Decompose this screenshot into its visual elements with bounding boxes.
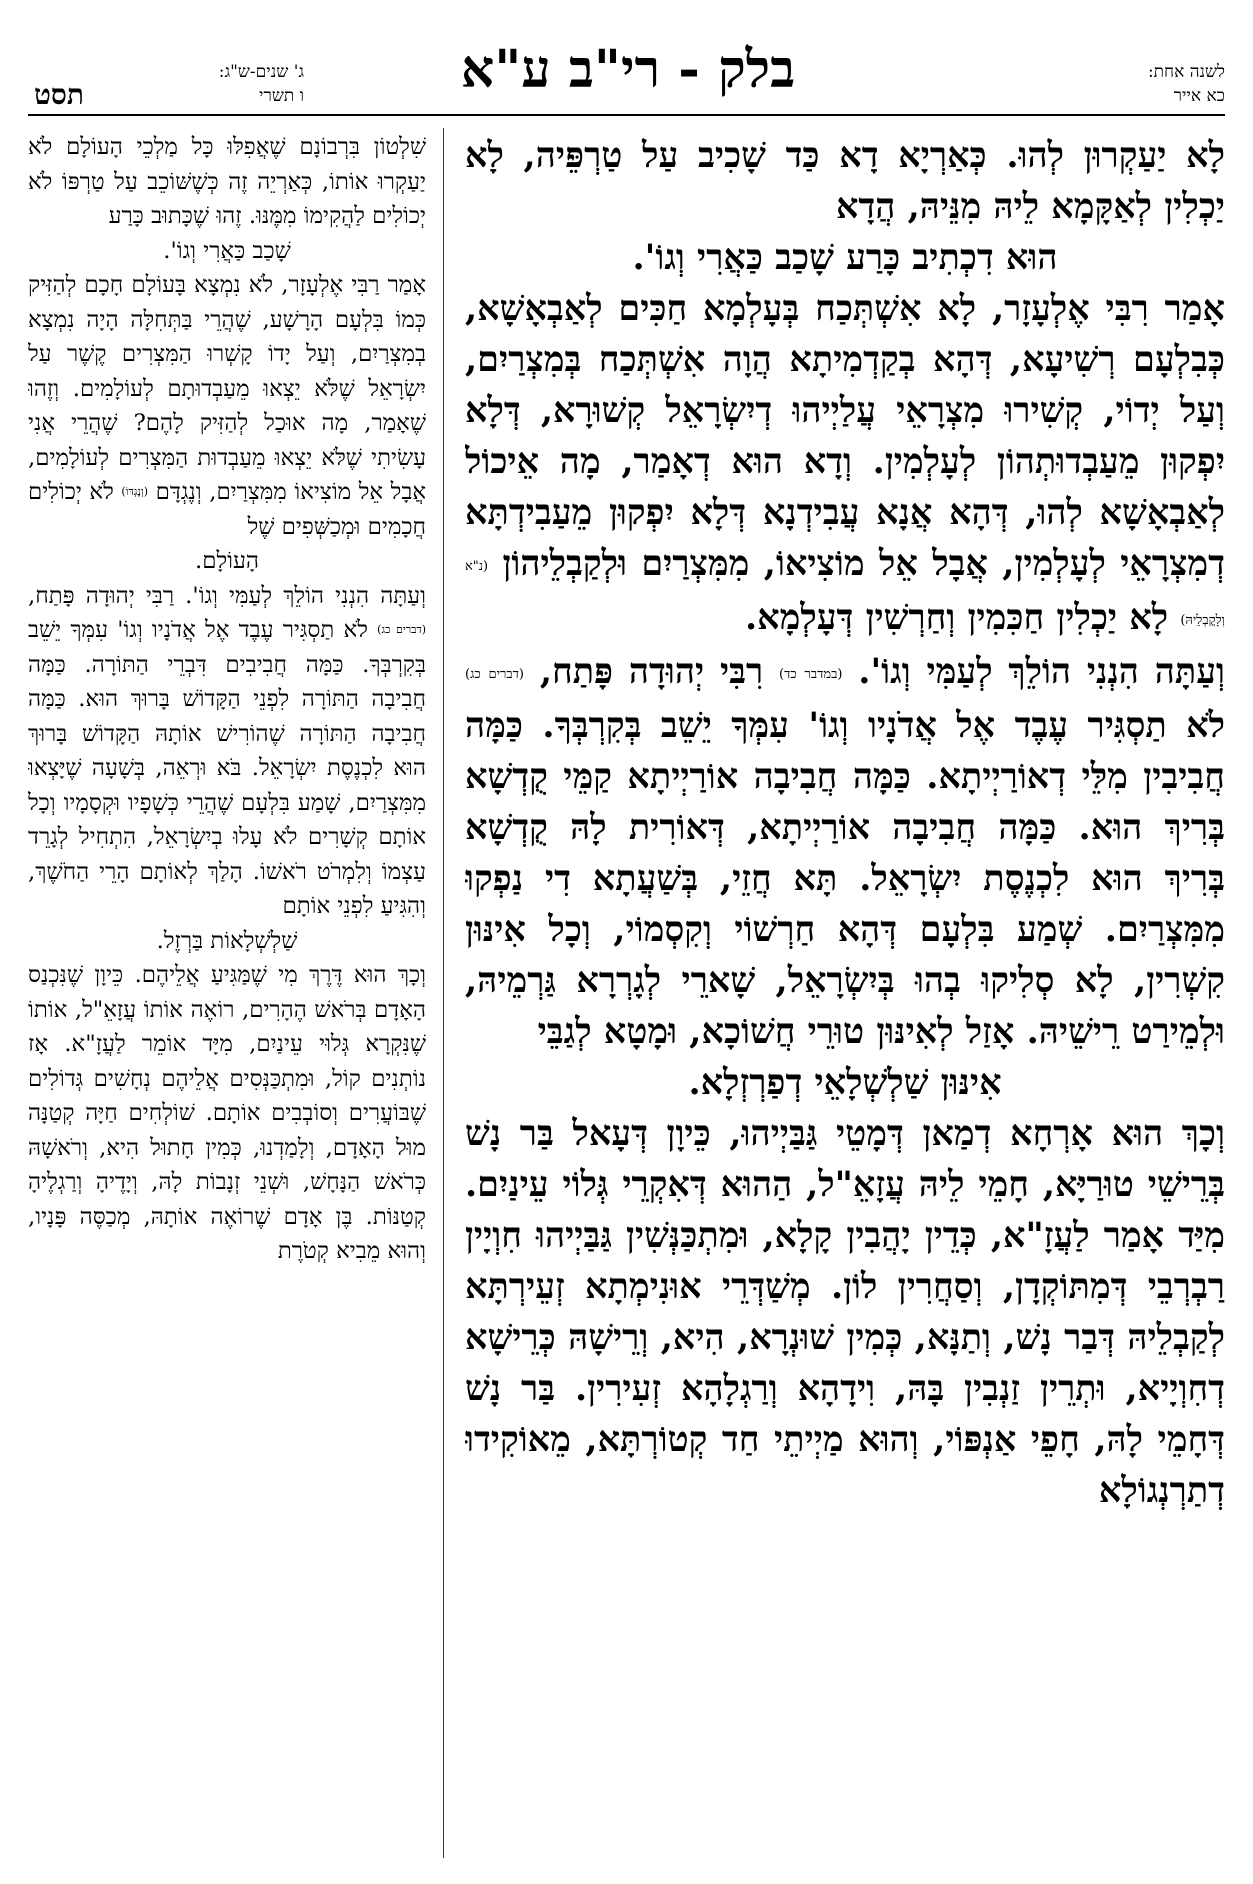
main-paragraph-3-end: אִינּוּן שַׁלְשְׁלָאֵי דְפַרְזְלָא.: [688, 1062, 1002, 1103]
main-column-aramaic: [465, 130, 1225, 1860]
daily-schedule-three-years: [124, 60, 304, 108]
side-paragraph-4: וְכָךְ הוּא דֶּרֶךְ מִי שֶׁמַּגִּיעַ אֲלֵיהֶם. כֵּיוָן שֶׁנִּכְנַס הָאָדָם בְּרֹאשׁ הֶהָרִים, רוֹאֶה אוֹתוֹ עֲזָאֵ"ל, אוֹתוֹ שֶׁנִּקְרָא גְּלוּי עֵינַיִם, מִיָּד אוֹמֵר לַעֲזָ"א. אָז נוֹתְנִים קוֹל, וּמִתְכַּנְּסִים אֲלֵיהֶם נְחָשִׁים גְּדוֹלִים שֶׁבּוֹעֲרִים וְסוֹבְבִים אוֹתָם. שׁוֹלְחִים חַיָּה קְטַנָּה מוּל הָאָדָם, וְלָמַדְנוּ, כְּמִין חָתוּל הִיא, וְרֹאשָׁהּ כְּרֹאשׁ הַנָּחָשׁ, וּשְׁנֵי זְנָבוֹת לָהּ, וְיָדֶיהָ וְרַגְלֶיהָ קְטַנּוֹת. בֶּן אָדָם שֶׁרוֹאֶה אוֹתָהּ, מְכַסֶּה פָּנָיו, וְהוּא מֵבִיא קְטֹרֶת: [28, 962, 426, 1264]
main-paragraph-1: לָא יַעַקְרוּן לְהוּ. כְּאַרְיָא דָא כַּד שָׁכִיב עַל טַרְפֵּיה, לָא יַכְלִין לְאַקָּמָא לֵיהּ מִנֵּיהּ, הֲדָא: [465, 135, 1225, 227]
page-number: תסט: [34, 78, 84, 111]
page: [28, 18, 1225, 1866]
schedule-three-years-label: ג' שנים-ש"ג:: [218, 62, 304, 82]
side-column-translation: [28, 130, 426, 1860]
source-reference: (דברים כג): [465, 667, 524, 682]
source-reference: (במדבר כד): [779, 667, 843, 682]
main-paragraph-2: אָמַר רִבִּי אֶלְעָזָר, לָא אִשְׁתְּכַח בְּעָלְמָא חַכִּים לְאַבְאָשָׁא, כְּבִלְעָם רְשִׁיעָא, דְּהָא בְקַדְמִיתָא הֲוָה אִשְׁתְּכַח בְּמִצְרַיִם, וְעַל יְדוֹי, קְשִׁירוּ מִצְרָאֵי עֲלַיְיהוּ דְיִשְׂרָאֵל קְשׁוּרָא, דְּלָא יִפְקוּן מֵעַבְדוּתְהוֹן לְעָלְמִין. וְדָא הוּא דְאָמַר, מָה אֵיכוֹל לְאַבְאָשָׁא לְהוּ, דְּהָא אֲנָא עֲבִידְנָא דְּלָא יִפְקוּן מֵעַבִידְתָּא דְמִצְרָאֵי לְעָלְמִין, אֲבָל אֵל מוֹצִיאוֹ, מִמִּצְרַיִם וּלְקַבְלֵיהוֹן (נ"א וְלָקֳבְלֵיהּ) לָא יַכְלִין חַכִּמִין וְחַרְשִׁין דְּעָלְמָא.: [465, 288, 1225, 638]
side-paragraph-3-end: שַׁלְשְׁלָאוֹת בַּרְזֶל.: [156, 927, 298, 954]
side-paragraph-3: וְעַתָּה הִנְנִי הוֹלֵךְ לְעַמִּי וְגוֹ'. רַבִּי יְהוּדָה פָּתַח, (דברים כג) לֹא תַסְגִּיר עֶבֶד אֶל אֲדֹנָיו וְגוֹ' עִמְּךָ יֵשֵׁב בְּקִרְבְּךָ. כַּמָּה חֲבִיבִים דִּבְרֵי הַתּוֹרָה. כַּמָּה חֲבִיבָה הַתּוֹרָה לִפְנֵי הַקָּדוֹשׁ בָּרוּךְ הוּא. כַּמָּה חֲבִיבָה הַתּוֹרָה שֶׁהוֹרִישׁ אוֹתָהּ הַקָּדוֹשׁ בָּרוּךְ הוּא לִכְנֶסֶת יִשְׂרָאֵל. בֹּא וּרְאֵה, בְּשָׁעָה שֶׁיָּצְאוּ מִמִּצְרַיִם, שָׁמַע בִּלְעָם שֶׁהֲרֵי כְּשָׁפָיו וּקְסָמָיו וְכָל אוֹתָם קְשָׁרִים לֹא עָלוּ בְיִשְׂרָאֵל, הִתְחִיל לְגָרֵד עַצְמוֹ וְלִמְרֹט רֹאשׁוֹ. הָלַךְ לְאוֹתָם הָרֵי הַחֹשֶׁךְ, וְהִגִּיעַ לִפְנֵי אוֹתָם: [28, 582, 426, 919]
side-paragraph-1: שִׁלְטוֹן בִּרְבוֹנָם שֶׁאֲפִלּוּ כָּל מַלְכֵי הָעוֹלָם לֹא יַעַקְרוּ אוֹתוֹ, כְּאַרְיֵה זֶה כְּשֶׁשּׁוֹכֵב עַל טַרְפּוֹ לֹא יְכוֹלִים לַהֲקִימוֹ מִמֶּנּוּ. זֶהוּ שֶׁכָּתוּב כָּרַע: [28, 134, 426, 229]
side-paragraph-1-end: שָׁכַב כַּאֲרִי וְגוֹ'.: [163, 237, 291, 264]
main-paragraph-1-end: הוּא דִכְתִיב כָּרַע שָׁכַב כַּאֲרִי וְגוֹ'.: [632, 237, 1058, 278]
schedule-three-years-date: ו תשרי: [259, 86, 304, 106]
side-paragraph-2-end: הָעוֹלָם.: [195, 548, 259, 574]
side-paragraph-2: אָמַר רַבִּי אֶלְעָזָר, לֹא נִמְצָא בָּעוֹלָם חָכָם לְהַזִּיק כְּמוֹ בִּלְעָם הָרָשָׁע, שֶׁהֲרֵי בַּתְּחִלָּה הָיָה נִמְצָא בְמִצְרַיִם, וְעַל יָדוֹ קָשְׁרוּ הַמִּצְרִים קֶשֶׁר עַל יִשְׂרָאֵל שֶׁלֹּא יֵצְאוּ מֵעַבְדוּתָם לְעוֹלָמִים. וְזֶהוּ שֶׁאָמַר, מָה אוּכַל לְהַזִּיק לָהֶם? שֶׁהֲרֵי אֲנִי עָשִׂיתִי שֶׁלֹּא יֵצְאוּ מֵעַבְדוּת הַמִּצְרִים לְעוֹלָמִים, אֲבָל אֵל מוֹצִיאוֹ מִמִּצְרַיִם, וְנֶגְדָּם (וְנֶגְדּוֹ) לֹא יְכוֹלִים חֲכָמִים וּמְכַשְּׁפִים שֶׁל: [28, 272, 426, 540]
variant-reading-note: (וְנֶגְדּוֹ): [121, 485, 149, 498]
source-reference: (דברים כג): [377, 623, 426, 636]
column-divider: [443, 128, 444, 1858]
header-divider: [28, 114, 1225, 116]
main-paragraph-4: וְכָךְ הוּא אָרְחָא דְמַאן דְּמָטֵי גַּבַּיְיהוּ, כֵּיוָן דְּעָאל בַּר נָשׁ בְּרֵישֵׁי טוּרַיָּא, חָמֵי לֵיהּ עֲזָאֵ"ל, הַהוּא דְּאִקְרֵי גְּלוֹי עֵינַיִם. מִיַּד אָמַר לַעֲזָ"א, כְּדֵין יָהֲבִין קָלָא, וּמִתְכַּנְּשִׁין גַּבַּיְיהוּ חִוְיָין רַבְרְבֵי דְּמִתּוֹקְדָן, וְסַחֲרִין לוֹן. מְשַׁדְּרֵי אוּנִימְתָא זְעֵירְתָּא לְקַבְלֵיהּ דְּבַר נָשׁ, וְתַנָּא, כְּמִין שׁוּנְרָא, הִיא, וְרֵישָׁהּ כְּרֵישָׁא דְחִוְיָיא, וּתְרֵין זַנְבִין בָּהּ, וִידָהָא וְרַגְלָהָא זְעִירִין. בַּר נָשׁ דְּחָמֵי לָהּ, חָפֵי אַנְפּוֹי, וְהוּא מַיְיתֵי חַד קְטוֹרְתָּא, מֵאוֹקִידוּ דְתַרְנְגוֹלָא: [465, 1113, 1225, 1511]
variant-reading-note: (נ"א וְלָקֳבְלֵיהּ): [465, 559, 1225, 628]
page-title: בלק - רי"ב ע"א: [460, 39, 796, 100]
daily-schedule-one-year: [1025, 60, 1225, 108]
schedule-one-year-date: כא אייר: [1173, 86, 1225, 106]
schedule-one-year-label: לשנה אחת:: [1147, 62, 1225, 82]
main-paragraph-3: וְעַתָּה הִנְנִי הוֹלֵךְ לְעַמִּי וְגוֹ'. (במדבר כד) רִבִּי יְהוּדָה פָּתַח, (דברים כג) לֹא תַסְגִּיר עֶבֶד אֶל אֲדֹנָיו וְגוֹ' עִמְּךָ יֵשֵׁב בְּקִרְבְּךָ. כַּמָּה חֲבִיבִין מִלֵּי דְאוֹרַיְיתָא. כַּמָּה חֲבִיבָה אוֹרַיְיתָא קַמֵּי קֻדְשָׁא בְּרִיךְ הוּא. כַּמָּה חֲבִיבָה אוֹרַיְיתָא, דְּאוֹרִית לָהּ קֻדְשָׁא בְּרִיךְ הוּא לִכְנֶסֶת יִשְׂרָאֵל. תָּא חֲזֵי, בְּשַׁעֲתָא דִי נַפְקוּ מִמִּצְרַיִם. שְׁמַע בִּלְעָם דְּהָא חַרְשׁוֹי וְקִסְמוֹי, וְכָל אִינּוּן קִשְׁרִין, לָא סְלִיקוּ בְהוּ בְּיִשְׂרָאֵל, שָׁארֵי לְגָרְרָא גַּרְמֵיהּ, וּלְמֵירַט רֵישֵׁיהּ. אָזַל לְאִינּוּן טוּרֵי חֲשׁוֹכָא, וּמָטָא לְגַבֵּי: [465, 651, 1225, 1052]
page-header: [28, 18, 1225, 114]
